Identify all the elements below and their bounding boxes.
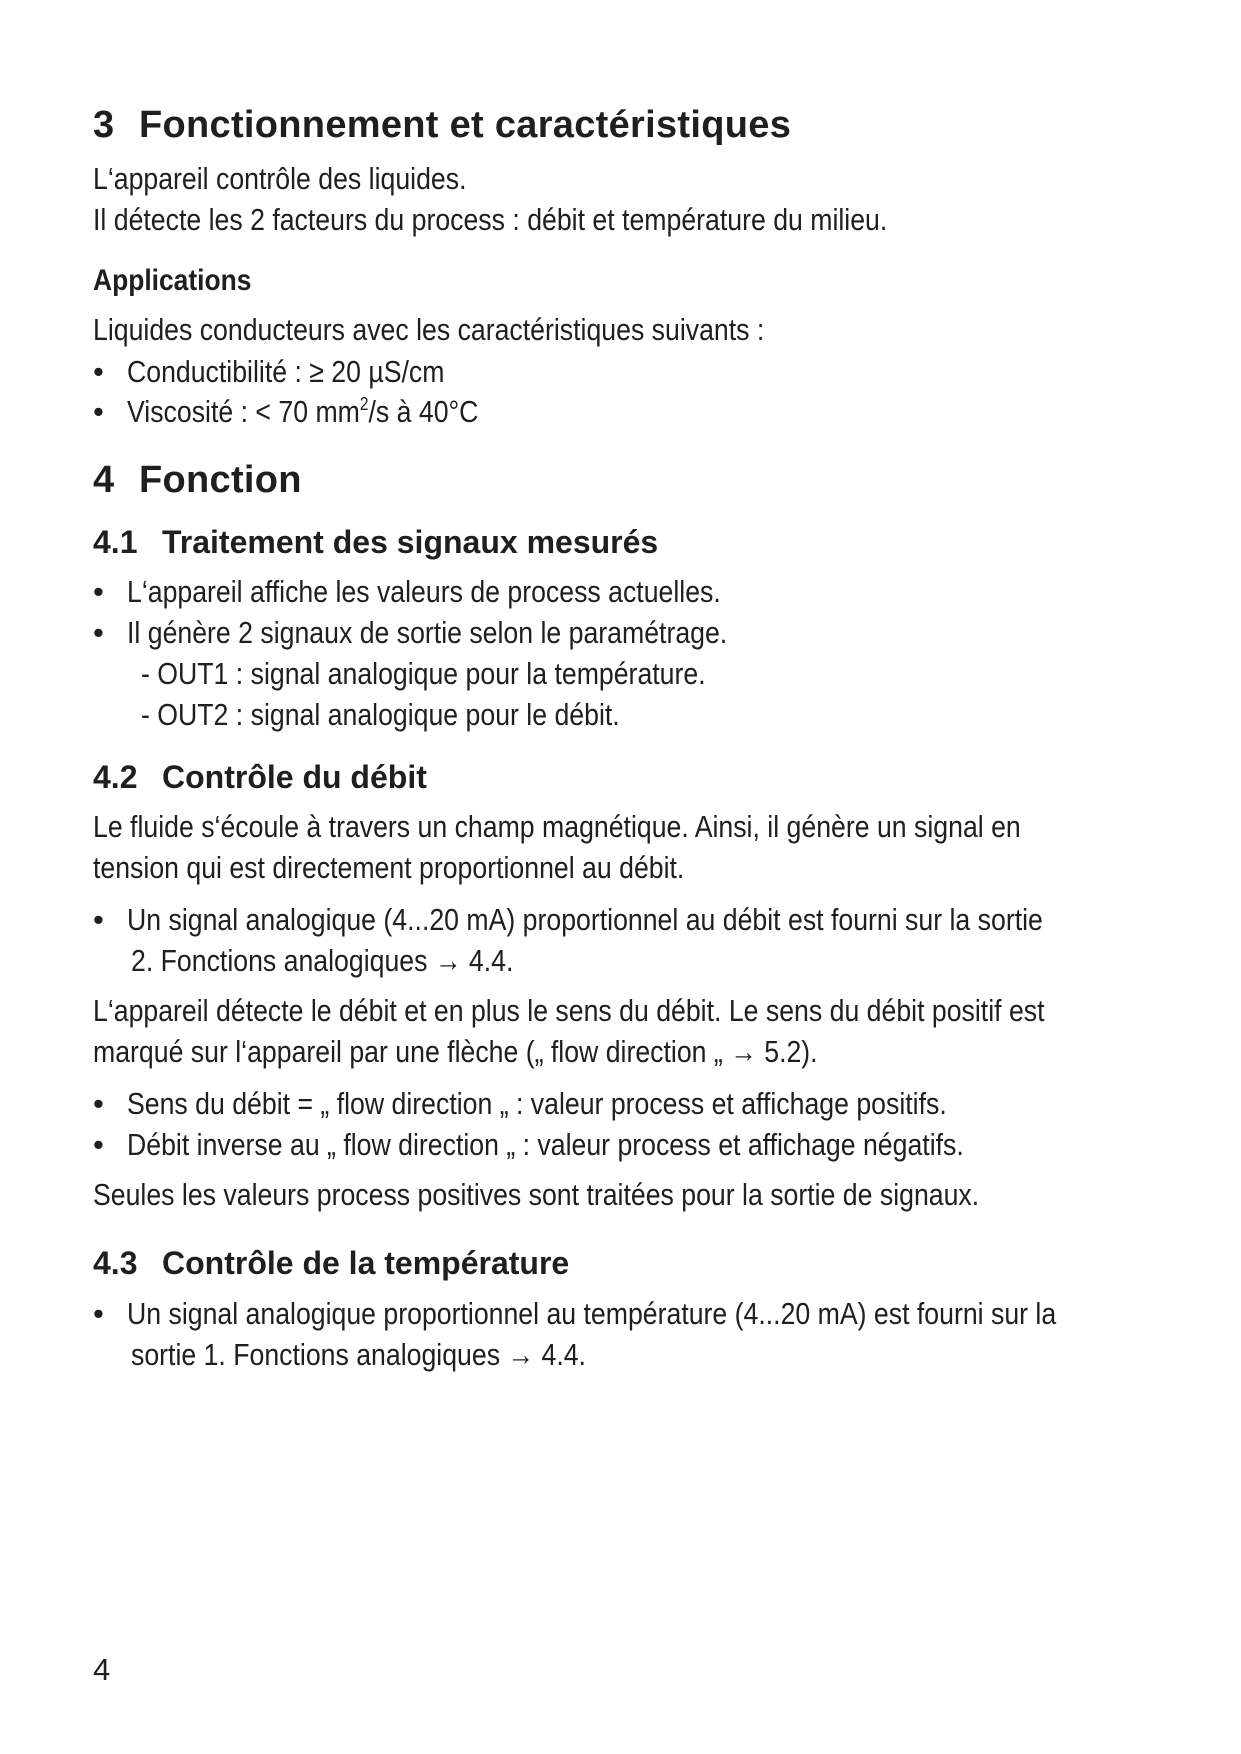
paragraph: L‘appareil contrôle des liquides. [93,161,467,196]
section-number: 4.1 [93,524,138,560]
list-item: Un signal analogique (4...20 mA) proportionnel au débit est fourni sur la sortie [127,902,1043,937]
list-item: Sens du débit = „ flow direction „ : valeur process et affichage positifs. [127,1086,947,1121]
section-title: Fonctionnement et caractéristiques [139,104,792,146]
list-item: Conductibilité : ≥ 20 µS/cm [127,354,445,389]
section-3-heading [93,104,791,147]
list-item: Un signal analogique proportionnel au température (4...20 mA) est fourni sur la [127,1296,1057,1331]
section-4-heading [93,459,302,502]
section-title: Traitement des signaux mesurés [162,524,659,560]
section-number: 4.3 [93,1245,138,1281]
bullet-dot: • [93,615,104,650]
section-title: Contrôle du débit [162,759,427,795]
paragraph: tension qui est directement proportionnel au débit. [93,850,685,885]
list-item-continuation: sortie 1. Fonctions analogiques → 4.4. [131,1337,586,1372]
section-title: Fonction [139,459,302,501]
section-number: 4 [93,459,115,501]
paragraph: Il détecte les 2 facteurs du process : débit et température du milieu. [93,202,888,237]
list-item-continuation: 2. Fonctions analogiques → 4.4. [131,943,514,978]
section-4-1-heading [93,524,658,561]
list-item: L‘appareil affiche les valeurs de process actuelles. [127,574,721,609]
bullet-dot: • [93,1127,104,1162]
paragraph: L‘appareil détecte le débit et en plus le sens du débit. Le sens du débit positif est [93,993,1045,1028]
bullet-dot: • [93,574,104,609]
list-item: Viscosité : < 70 $mm^2/s$ à 40°C [127,394,479,429]
section-number: 4.2 [93,759,138,795]
sub-list-item: - OUT2 : signal analogique pour le débit. [141,697,620,732]
paragraph: marqué sur l‘appareil par une flèche („ flow direction „ → 5.2). [93,1034,818,1069]
bullet-dot: • [93,1296,104,1331]
superscript: 2 [359,394,369,414]
section-4-2-heading [93,759,427,796]
sub-list-item: - OUT1 : signal analogique pour la température. [141,656,706,691]
list-item: Débit inverse au „ flow direction „ : valeur process et affichage négatifs. [127,1127,964,1162]
paragraph: Liquides conducteurs avec les caractéristiques suivants : [93,312,765,347]
bullet-dot: • [93,354,104,389]
section-number: 3 [93,104,115,146]
bullet-dot: • [93,902,104,937]
section-4-3-heading [93,1245,569,1282]
bullet-dot: • [93,1086,104,1121]
paragraph: Le fluide s‘écoule à travers un champ magnétique. Ainsi, il génère un signal en [93,809,1021,844]
list-item: Il génère 2 signaux de sortie selon le paramétrage. [127,615,728,650]
paragraph: Seules les valeurs process positives sont traitées pour la sortie de signaux. [93,1177,980,1212]
bullet-dot: • [93,394,104,429]
page-number: 4 [93,1652,111,1687]
section-title: Contrôle de la température [162,1245,570,1281]
applications-heading: Applications [93,264,252,297]
